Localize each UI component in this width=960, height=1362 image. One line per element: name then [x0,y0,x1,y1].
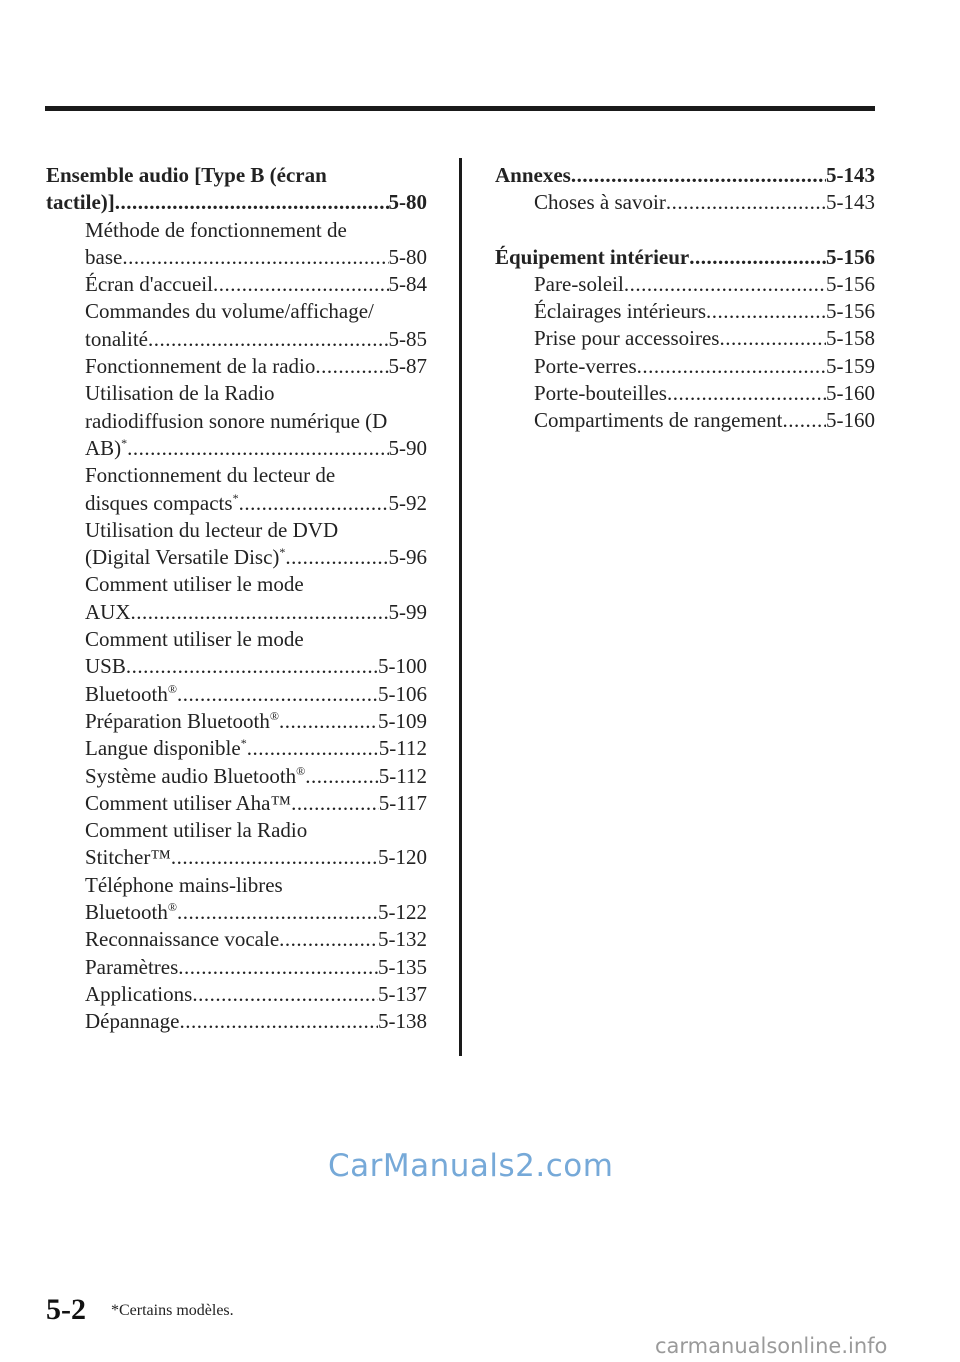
toc-section-title: Ensemble audio [Type B (écran [46,163,327,187]
page-ref: 5-122 [378,900,427,925]
page-ref: 5-120 [378,845,427,870]
toc-section-entry[interactable]: Équipement intérieur ..... 5-156 [495,244,875,271]
registered-mark: ® [167,681,177,696]
page-ref: 5-84 [388,272,427,297]
model-note-marker: * [121,435,128,450]
toc-entry[interactable]: Bluetooth® ..... 5-122 [46,899,427,926]
page-ref: 5-156 [826,271,875,296]
registered-mark: ® [167,900,177,915]
page-ref: 5-106 [378,681,427,706]
toc-entry[interactable]: (Digital Versatile Disc)* ..... 5-96 [46,544,427,571]
page-ref: 5-87 [388,354,427,379]
page-ref: 5-112 [378,736,427,761]
page-ref: 5-159 [826,353,875,378]
toc-right-column [495,162,875,435]
model-note-marker: * [240,736,247,751]
toc-entry[interactable]: Langue disponible* ..... 5-112 [46,735,427,762]
toc-entry-line: Utilisation du lecteur de DVD [85,517,339,542]
toc-entry[interactable]: Fonctionnement de la radio ..... 5-87 [46,353,427,380]
page-ref: 5-160 [826,381,875,406]
toc-entry-line: Fonctionnement du lecteur de [85,463,336,488]
toc-entry[interactable]: Reconnaissance vocale ..... 5-132 [46,926,427,953]
page-number: 5-2 [46,1293,86,1326]
column-divider [459,158,462,1056]
page-ref: 5-80 [388,190,427,215]
model-note-marker: * [279,545,286,560]
page-ref: 5-132 [378,927,427,952]
toc-entry[interactable]: Stitcher™ ..... 5-120 [46,844,427,871]
site-watermark: carmanualsonline.info [655,1334,888,1358]
toc-entry[interactable]: Prise pour accessoires ..... 5-158 [495,325,875,352]
page-ref: 5-112 [378,763,427,788]
toc-entry[interactable]: base ..... 5-80 [46,244,427,271]
toc-entry-line: Commandes du volume/affichage/ [85,299,374,324]
toc-entry-line: Comment utiliser le mode [85,627,304,652]
toc-entry[interactable]: Porte-bouteilles ..... 5-160 [495,380,875,407]
page-ref: 5-156 [826,299,875,324]
toc-entry-line: Comment utiliser le mode [85,572,304,597]
toc-entry[interactable]: Pare-soleil ..... 5-156 [495,271,875,298]
section-spacer [495,217,875,244]
registered-mark: ® [269,708,280,723]
toc-entry[interactable]: disques compacts* ..... 5-92 [46,490,427,517]
toc-entry[interactable]: USB ..... 5-100 [46,653,427,680]
toc-entry-line: radiodiffusion sonore numérique (D [85,408,388,433]
toc-section-entry[interactable]: tactile)] ..... 5-80 [46,189,427,216]
watermark-link[interactable]: CarManuals2.com [328,1148,614,1184]
page-ref: 5-99 [388,599,427,624]
toc-entry-line: Comment utiliser la Radio [85,818,308,843]
toc-entry[interactable]: Préparation Bluetooth® ..... 5-109 [46,708,427,735]
toc-entry[interactable]: AUX ..... 5-99 [46,599,427,626]
toc-left-column [46,162,427,1036]
page-ref: 5-143 [826,163,875,187]
top-rule [45,106,875,111]
page-ref: 5-80 [388,244,427,269]
toc-entry-line: Téléphone mains-libres [85,872,283,897]
footnote: *Certains modèles. [111,1302,234,1319]
toc-entry[interactable]: Dépannage ..... 5-138 [46,1008,427,1035]
page-ref: 5-138 [378,1009,427,1034]
page-ref: 5-96 [388,545,427,570]
toc-entry[interactable]: Système audio Bluetooth® ..... 5-112 [46,763,427,790]
toc-entry[interactable]: Bluetooth® ..... 5-106 [46,681,427,708]
page-ref: 5-160 [826,408,875,433]
toc-entry[interactable]: Compartiments de rangement ..... 5-160 [495,407,875,434]
toc-entry[interactable]: tonalité ..... 5-85 [46,326,427,353]
page-ref: 5-156 [826,244,875,269]
toc-entry[interactable]: Écran d'accueil ..... 5-84 [46,271,427,298]
page-ref: 5-90 [388,435,427,460]
toc-entry[interactable]: Comment utiliser Aha™ ..... 5-117 [46,790,427,817]
toc-entry[interactable]: Porte-verres ..... 5-159 [495,353,875,380]
page-ref: 5-137 [378,981,427,1006]
page-ref: 5-135 [378,954,427,979]
toc-entry-line: Utilisation de la Radio [85,381,275,406]
page-ref: 5-158 [826,326,875,351]
page-ref: 5-92 [388,490,427,515]
page-ref: 5-143 [826,190,875,215]
toc-entry[interactable]: Choses à savoir ..... 5-143 [495,189,875,216]
toc-entry[interactable]: Paramètres ..... 5-135 [46,954,427,981]
page-ref: 5-85 [388,326,427,351]
toc-entry[interactable]: Applications ..... 5-137 [46,981,427,1008]
toc-entry[interactable]: Éclairages intérieurs ..... 5-156 [495,298,875,325]
toc-section-entry[interactable]: Annexes ..... 5-143 [495,162,875,189]
page-ref: 5-109 [378,708,427,733]
registered-mark: ® [296,763,306,778]
page-ref: 5-117 [378,790,427,815]
toc-entry[interactable]: AB)* ..... 5-90 [46,435,427,462]
page-ref: 5-100 [378,654,427,679]
model-note-marker: * [232,490,239,505]
toc-entry-line: Méthode de fonctionnement de [85,217,347,242]
